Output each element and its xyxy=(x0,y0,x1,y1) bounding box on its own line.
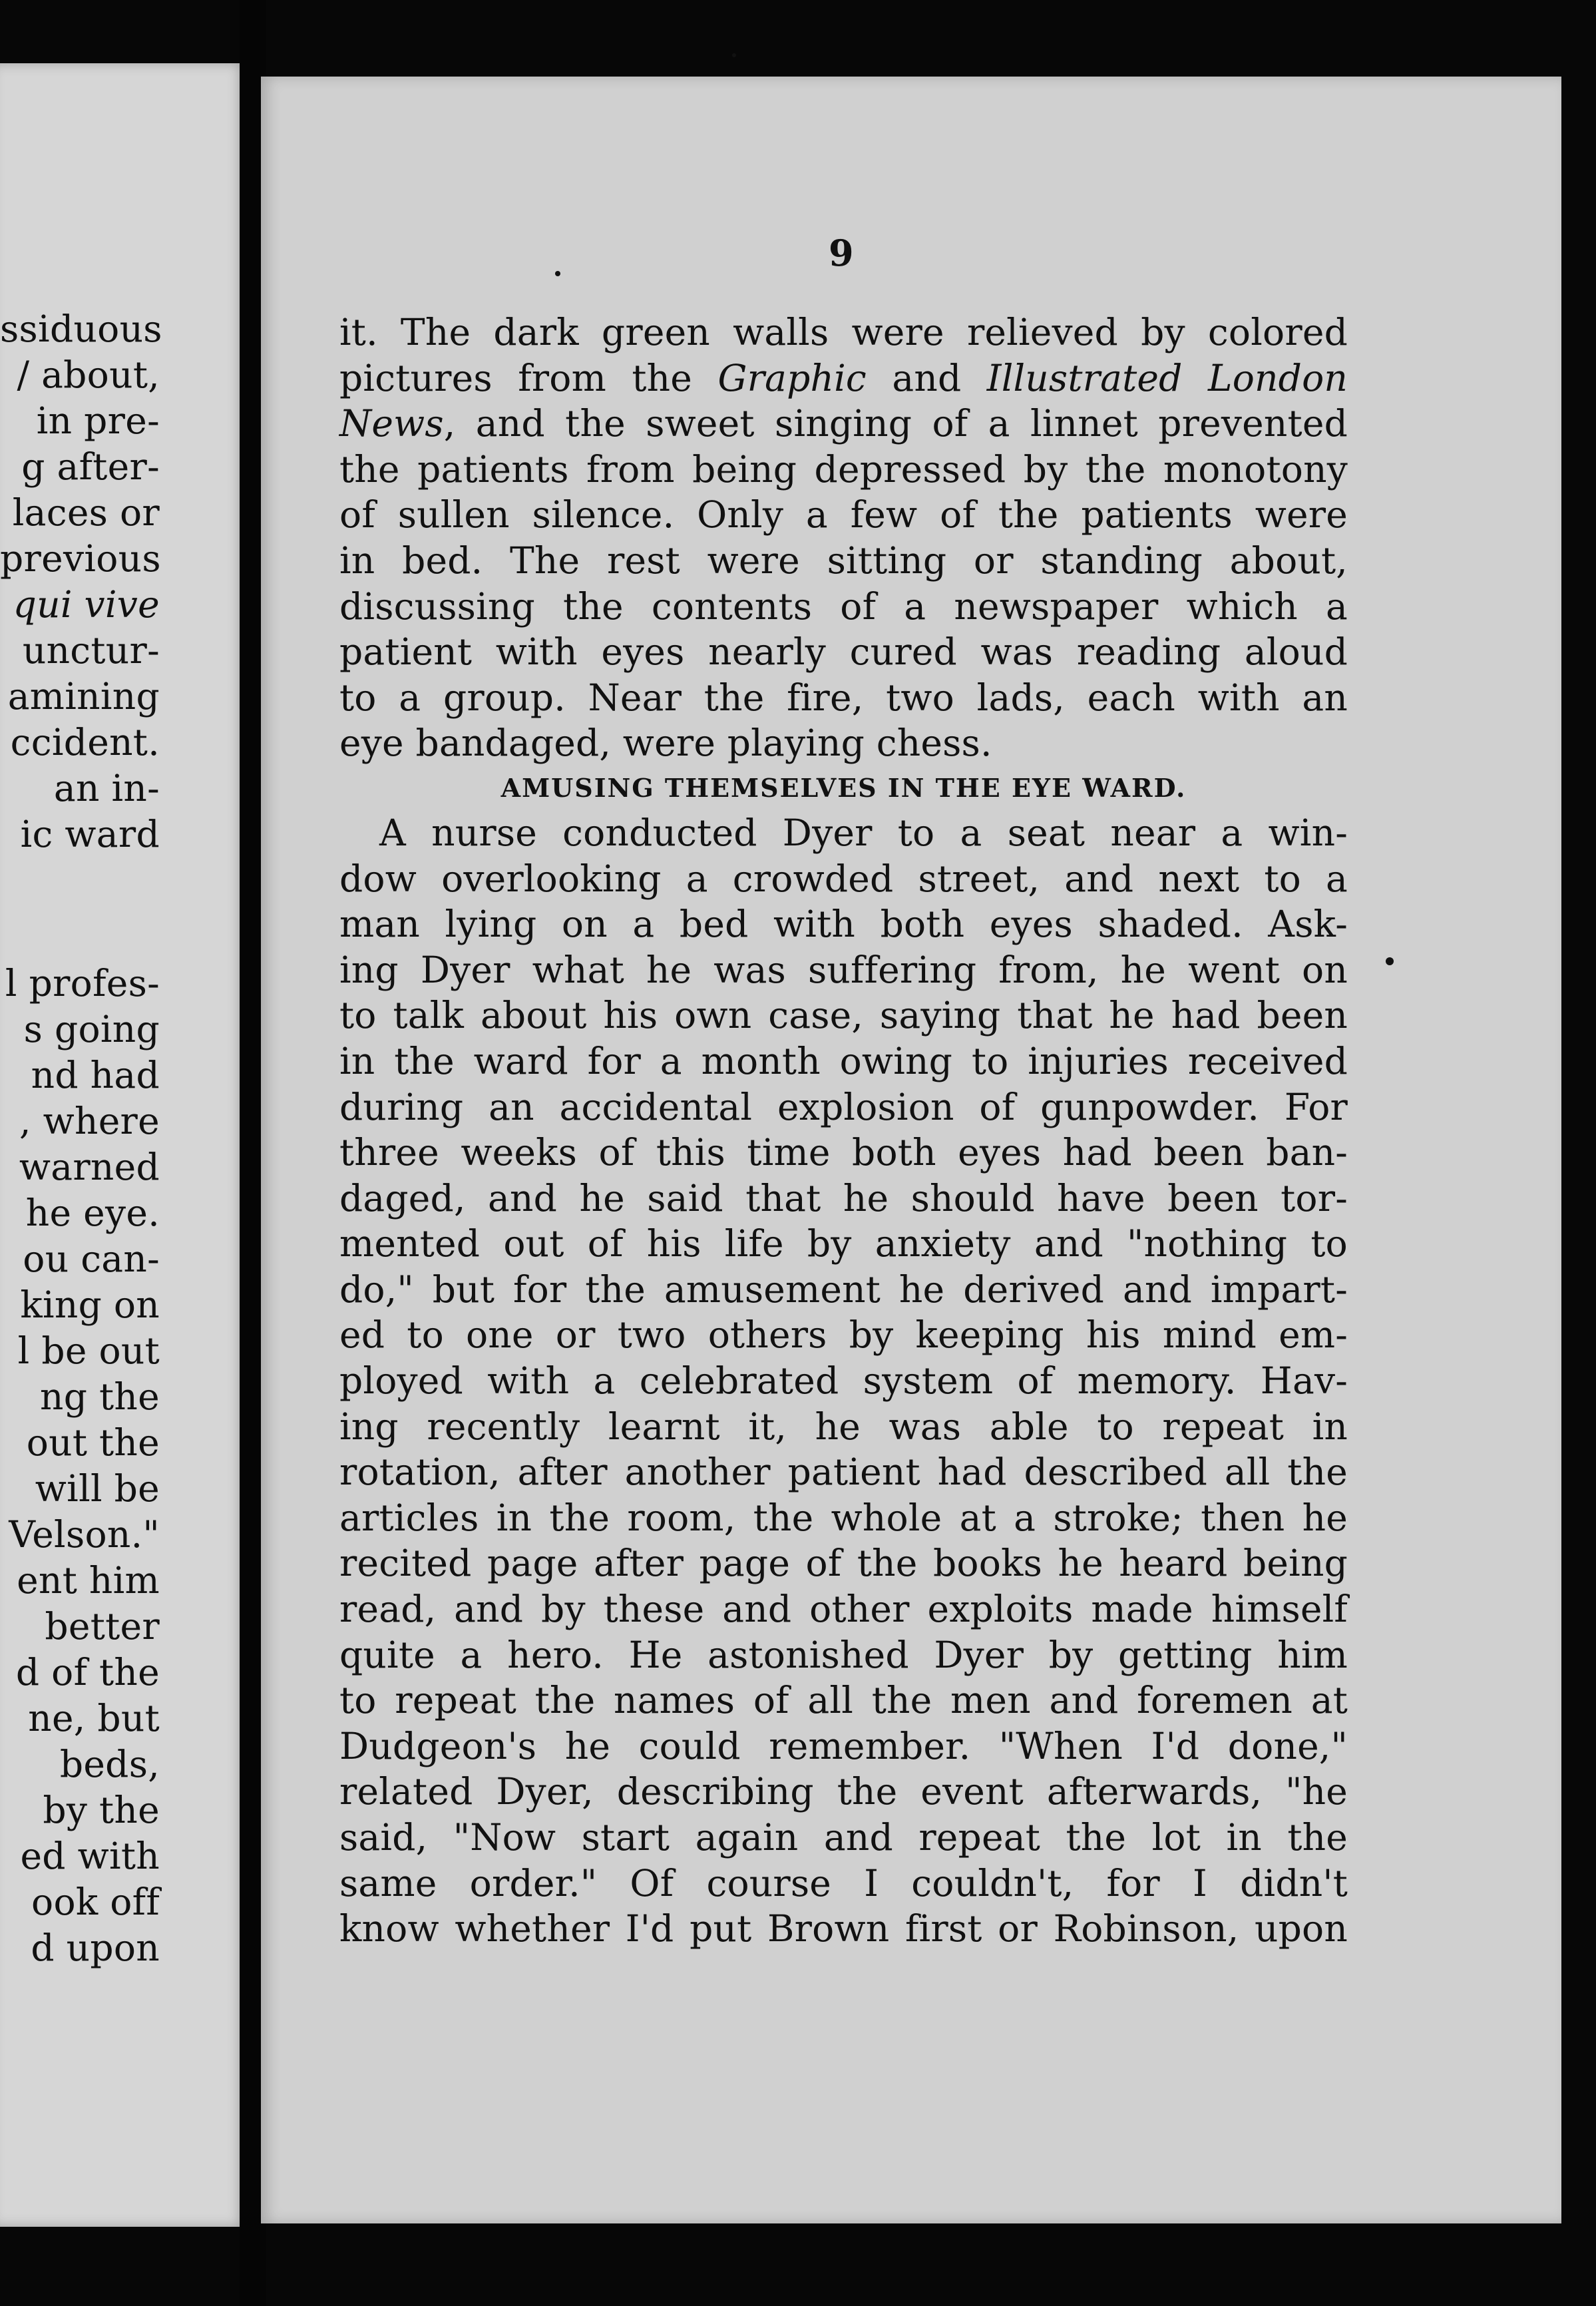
left-page-line: unctur- xyxy=(22,629,160,672)
left-page-line: beds, xyxy=(59,1743,160,1785)
text-line: the patients from being depressed by the monotony xyxy=(339,447,1348,491)
left-page-line: previous xyxy=(0,537,161,580)
text-line: to talk about his own case, saying that he had been xyxy=(339,994,1348,1037)
text-line: daged, and he said that he should have been tor- xyxy=(339,1176,1348,1220)
text-line: discussing the contents of a newspaper which a xyxy=(339,584,1348,628)
page-body xyxy=(339,310,1348,1952)
text-line: ing Dyer what he was suffering from, he went on xyxy=(339,948,1348,991)
left-page-text xyxy=(0,306,248,1971)
left-page-line: ne, but xyxy=(28,1697,160,1739)
left-page-line: , where xyxy=(19,1100,160,1142)
text-line: it. The dark green walls were relieved by colored xyxy=(339,311,1348,353)
left-page-line: by the xyxy=(43,1789,160,1831)
left-page-line: nd had xyxy=(31,1054,160,1096)
left-page-line: will be xyxy=(35,1467,160,1510)
text-line: man lying on a bed with both eyes shaded. Ask- xyxy=(339,903,1348,946)
left-page-line: amining xyxy=(7,675,160,718)
text-line: A nurse conducted Dyer to a seat near a win- xyxy=(379,811,1348,854)
text-line: pictures from the Graphic and Illustrated London xyxy=(339,356,1348,399)
text-line: patient with eyes nearly cured was reading aloud xyxy=(339,630,1348,674)
left-page-line: laces or xyxy=(12,491,160,534)
text-line: of sullen silence. Only a few of the patients were xyxy=(339,493,1348,537)
left-page-line: qui vive xyxy=(13,583,160,626)
text-line: eye bandaged, were playing chess. xyxy=(339,722,992,765)
left-page-line: ou can- xyxy=(23,1238,160,1280)
text-line: quite a hero. He astonished Dyer by getting him xyxy=(339,1633,1348,1676)
left-page-line: s going xyxy=(23,1008,160,1050)
left-page-line: Velson." xyxy=(9,1513,160,1556)
left-page-line: d upon xyxy=(31,1927,160,1969)
text-line: do," but for the amusement he derived and impart- xyxy=(339,1268,1348,1311)
text-line: in the ward for a month owing to injuries received xyxy=(339,1039,1348,1082)
left-page-line: ent him xyxy=(17,1559,160,1602)
left-page-line: king on xyxy=(20,1283,160,1326)
left-page-line: g after- xyxy=(21,445,160,488)
left-page-line: ed with xyxy=(20,1835,160,1877)
left-page-line: ic ward xyxy=(20,813,160,855)
text-line: Dudgeon's he could remember. "When I'd done," xyxy=(339,1724,1348,1767)
text-line: ed to one or two others by keeping his mind em- xyxy=(339,1313,1348,1357)
page-number: 9 xyxy=(829,232,854,274)
text-line: know whether I'd put Brown first or Robinson, upon xyxy=(339,1907,1348,1951)
text-line: articles in the room, the whole at a stroke; then he xyxy=(339,1496,1348,1539)
text-line: during an accidental explosion of gunpowder. For xyxy=(339,1085,1348,1128)
left-page-line: ook off xyxy=(31,1881,160,1923)
scan-speck xyxy=(732,53,736,57)
text-line: same order." Of course I couldn't, for I didn't xyxy=(339,1861,1348,1905)
text-line: three weeks of this time both eyes had been ban- xyxy=(339,1131,1348,1174)
left-page-line: l be out xyxy=(17,1329,160,1372)
left-page-line: an in- xyxy=(53,767,160,809)
text-line: dow overlooking a crowded street, and next to a xyxy=(339,857,1348,900)
left-page-line: warned xyxy=(19,1146,160,1188)
scan-speck xyxy=(1386,957,1394,965)
text-line: ing recently learnt it, he was able to repeat in xyxy=(339,1405,1348,1448)
text-line: News, and the sweet singing of a linnet prevented xyxy=(339,402,1348,445)
left-page-line: he eye. xyxy=(25,1192,160,1234)
paragraph-2 xyxy=(339,810,1348,1952)
text-line: read, and by these and other exploits made himself xyxy=(339,1588,1348,1631)
left-page-line: / about, xyxy=(17,353,160,396)
left-page-line: better xyxy=(45,1605,160,1648)
left-page-line: out the xyxy=(26,1421,160,1464)
left-page-line: d of the xyxy=(15,1651,160,1694)
left-page xyxy=(0,63,248,2227)
left-page-line: in pre- xyxy=(36,399,160,442)
text-line: mented out of his life by anxiety and "nothing to xyxy=(339,1222,1348,1266)
text-line: recited page after page of the books he heard being xyxy=(339,1542,1348,1585)
text-line: rotation, after another patient had described all the xyxy=(339,1451,1348,1494)
left-page-line: l profes- xyxy=(5,962,160,1005)
text-line: ployed with a celebrated system of memory. Hav- xyxy=(339,1359,1348,1403)
section-heading: AMUSING THEMSELVES IN THE EYE WARD. xyxy=(500,772,1187,803)
text-line: to repeat the names of all the men and foremen at xyxy=(339,1679,1348,1722)
left-page-line: ccident. xyxy=(10,721,160,764)
scan-speck xyxy=(555,271,560,276)
left-page-line: ssiduous xyxy=(0,308,162,350)
text-line: related Dyer, describing the event afterwards, "he xyxy=(339,1770,1348,1813)
text-line: to a group. Near the fire, two lads, each with an xyxy=(339,676,1348,719)
text-line: in bed. The rest were sitting or standing about, xyxy=(339,539,1348,582)
left-page-line xyxy=(0,857,248,961)
left-page-line: ng the xyxy=(40,1375,160,1418)
paragraph-1 xyxy=(339,310,1348,766)
text-line: said, "Now start again and repeat the lot in the xyxy=(339,1816,1348,1859)
